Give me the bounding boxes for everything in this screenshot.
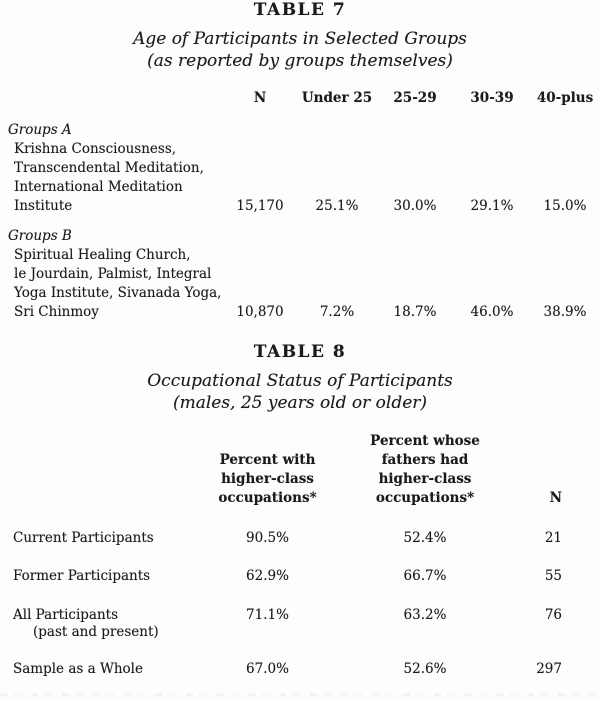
table8-header-percent-fathers xyxy=(350,432,500,508)
table8-row-current-participants xyxy=(0,530,600,547)
table8-n-value: 21 xyxy=(544,530,562,546)
table7-header-25-29: 25-29 xyxy=(393,90,437,106)
table8-percent-self-value: 71.1% xyxy=(246,607,289,623)
table8-row-former-participants xyxy=(0,568,600,585)
table7-header-under-25: Under 25 xyxy=(301,90,373,106)
table7-group-a-25-29-value: 30.0% xyxy=(393,198,437,214)
table8-row-label: Former Participants xyxy=(13,568,151,584)
table8-header-percent-fathers-line: fathers had xyxy=(381,452,469,468)
table7-group-a-member-line: Transcendental Meditation, xyxy=(14,160,204,176)
table7-group-b-member-line: Yoga Institute, Sivanada Yoga, xyxy=(14,285,222,301)
table7-group-a-30-39-value: 29.1% xyxy=(470,198,514,214)
table8-percent-self-value: 62.9% xyxy=(246,568,289,584)
table7-subtitle-line1: Age of Participants in Selected Groups xyxy=(133,29,467,49)
table7-group-b-member-line: le Jourdain, Palmist, Integral xyxy=(14,266,212,282)
table8-row-all-participants xyxy=(0,607,600,640)
table8-title: TABLE 8 xyxy=(253,342,347,362)
table8-n-value: 55 xyxy=(544,568,562,584)
table7-header-spacer xyxy=(0,90,222,107)
table8-header-percent-self xyxy=(185,451,350,508)
table7-group-b-under-25-value: 7.2% xyxy=(319,304,355,320)
table8-header-percent-self-line: Percent with xyxy=(219,452,316,468)
table8-column-headers xyxy=(0,432,600,508)
table7-group-a-data-row xyxy=(0,197,600,216)
table8-percent-fathers-value: 63.2% xyxy=(403,607,447,623)
table8-section xyxy=(0,342,600,678)
table8-header-percent-fathers-line: higher-class xyxy=(378,471,472,487)
table7-group-b-member-line: Sri Chinmoy xyxy=(14,304,99,320)
table8-subtitle-line1: Occupational Status of Participants xyxy=(147,371,453,391)
table7-group-b-data-row xyxy=(0,303,600,322)
table8-percent-fathers-value: 66.7% xyxy=(403,568,447,584)
table7-group-a-heading: Groups A xyxy=(8,122,72,138)
table8-header-percent-self-line: occupations* xyxy=(218,490,317,506)
table7-group-a-under-25-value: 25.1% xyxy=(315,198,359,214)
table7-subtitle-line2: (as reported by groups themselves) xyxy=(147,51,453,71)
table7-group-a-member-line: International Meditation xyxy=(14,179,183,195)
table7-header-40-plus: 40-plus xyxy=(536,90,594,106)
table8-row-label: Current Participants xyxy=(13,530,154,546)
table8-subtitle-line2: (males, 25 years old or older) xyxy=(172,393,428,413)
table7-group-b-30-39-value: 46.0% xyxy=(470,304,514,320)
cutoff-footnote-scan-artifact xyxy=(0,692,600,701)
table7-group-a-n-value: 15,170 xyxy=(236,198,284,214)
table7-group-a-40-plus-value: 15.0% xyxy=(543,198,587,214)
table8-header-percent-fathers-line: Percent whose xyxy=(370,433,480,449)
table7-group-b-25-29-value: 18.7% xyxy=(393,304,437,320)
table7-group-b-heading: Groups B xyxy=(8,228,72,244)
table7-group-a-member-line: Krishna Consciousness, xyxy=(14,141,177,157)
table8-n-value: 297 xyxy=(536,661,562,677)
table7-section xyxy=(0,0,600,322)
table7-header-n: N xyxy=(253,90,267,106)
table8-row-sample-as-a-whole xyxy=(0,661,600,678)
table7-column-headers xyxy=(0,90,600,107)
table8-row-label-line2: (past and present) xyxy=(33,624,159,640)
table8-percent-self-value: 90.5% xyxy=(246,530,289,546)
table8-header-n: N xyxy=(549,490,562,506)
table8-percent-fathers-value: 52.4% xyxy=(403,530,447,546)
table8-row-label: Sample as a Whole xyxy=(13,661,143,677)
table8-row-label xyxy=(0,607,185,640)
table7-header-30-39: 30-39 xyxy=(470,90,514,106)
table8-percent-self-value: 67.0% xyxy=(246,661,289,677)
table8-n-value: 76 xyxy=(544,607,562,623)
table8-row-label-line1: All Participants xyxy=(13,607,119,623)
table7-group-b-n-value: 10,870 xyxy=(236,304,284,320)
table7-group-b-member-line: Spiritual Healing Church, xyxy=(14,247,191,263)
table8-percent-fathers-value: 52.6% xyxy=(403,661,447,677)
table8-header-percent-fathers-line: occupations* xyxy=(375,490,475,506)
table8-header-percent-self-line: higher-class xyxy=(221,471,314,487)
table7-title: TABLE 7 xyxy=(253,0,347,20)
table7-group-a-member-line: Institute xyxy=(14,198,73,214)
table7-group-b-40-plus-value: 38.9% xyxy=(543,304,587,320)
